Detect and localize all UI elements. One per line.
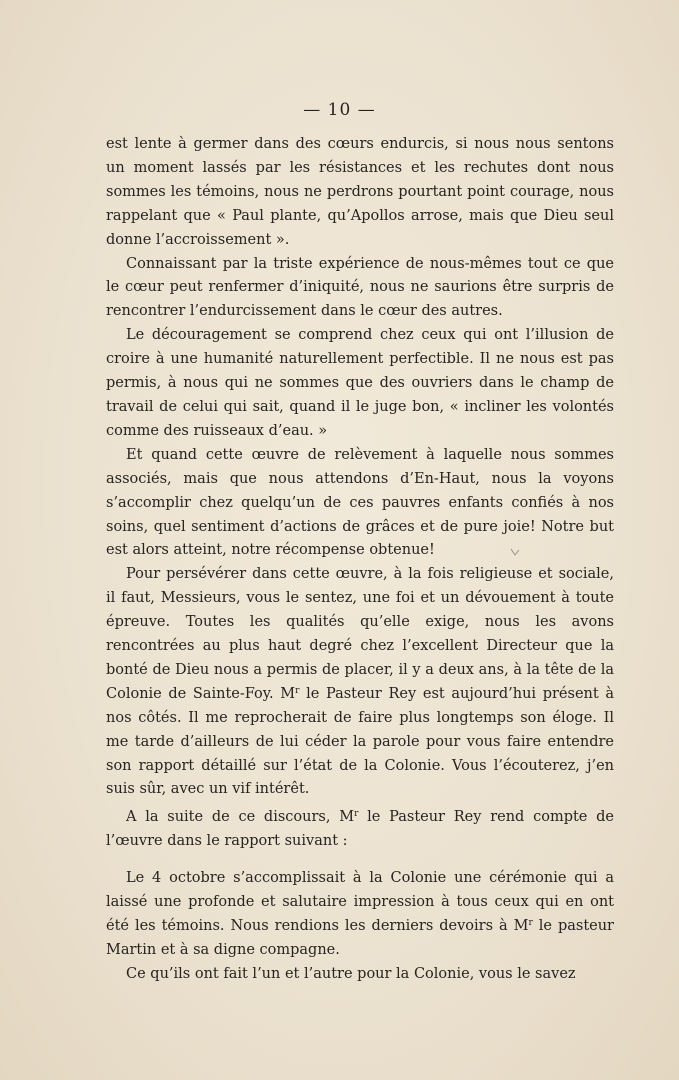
superscript: r	[295, 685, 300, 696]
text-block-report	[106, 867, 614, 987]
text-block-transition	[106, 806, 614, 854]
paragraph: Le découragement se comprend chez ceux qui ont l’illusion de croire à une humanité naturellement perfectible. Il ne nous est pas permis, à nous qui ne sommes que des ouvriers dans le champ de travail de celui qui sait, quand il le juge bon, « incliner les volontés comme des ruisseaux d’eau. »	[106, 327, 614, 439]
paragraph: Connaissant par la triste expérience de nous-mêmes tout ce que le cœur peut renfermer d’iniquité, nous ne saurions être surpris de rencontrer l’endurcissement dans le cœur des autres.	[106, 255, 614, 320]
page-number: — 10 —	[303, 100, 376, 120]
paragraph: Et quand cette œuvre de relèvement à laquelle nous sommes associés, mais que nous attendons d’En-Haut, nous la voyons s’accomplir chez quelqu’un de ces pauvres enfants confiés à nos soins, quel sentiment d’actions de grâces et de pure joie! Notre but est alors atteint, notre récompense obtenue!	[106, 446, 614, 559]
paragraph: A la suite de ce discours, $M^r$ le Pasteur Rey rend compte de l’œuvre dans le rapport suivant :	[106, 809, 614, 849]
paragraph: Ce qu’ils ont fait l’un et l’autre pour la Colonie, vous le savez	[126, 965, 576, 982]
paragraph: est lente à germer dans des cœurs endurcis, si nous nous sentons un moment lassés par les résistances et les rechutes dont nous sommes les témoins, nous ne perdrons pourtant point courage, nous rappelant que « Paul plante, qu’Apollos arrose, mais que Dieu seul donne l’accroissement ».	[106, 136, 614, 248]
pencil-check-mark	[510, 547, 520, 557]
paragraph: Pour persévérer dans cette œuvre, à la fois religieuse et sociale, il faut, Messieurs, vous le sentez, une foi et un dévouement à toute épreuve. Toutes les qualités qu’elle exige, nous les avons rencontrées au plus haut degré chez l’excellent Directeur que la bonté de Dieu nous a permis de placer, il y a deux ans, à la tête de la Colonie de Sainte-Foy. $M^r$ le Pasteur Rey est aujourd’hui présent à nos côtés. Il me reprocherait de faire plus longtemps son éloge. Il me tarde d’ailleurs de lui céder la parole pour vous faire entendre son rapport détaillé sur l’état de la Colonie. Vous l’écouterez, j’en suis sûr, avec un vif intérêt.	[106, 566, 614, 798]
superscript: r	[354, 809, 359, 819]
paragraph: Le 4 octobre s’accomplissait à la Colonie une cérémonie qui a laissé une profonde et salutaire impression à tous ceux qui en ont été les témoins. Nous rendions les derniers devoirs à $M^r$ le pasteur Martin et à sa digne compagne.	[106, 870, 614, 958]
text-block-main	[106, 133, 614, 802]
superscript: r	[528, 917, 533, 928]
